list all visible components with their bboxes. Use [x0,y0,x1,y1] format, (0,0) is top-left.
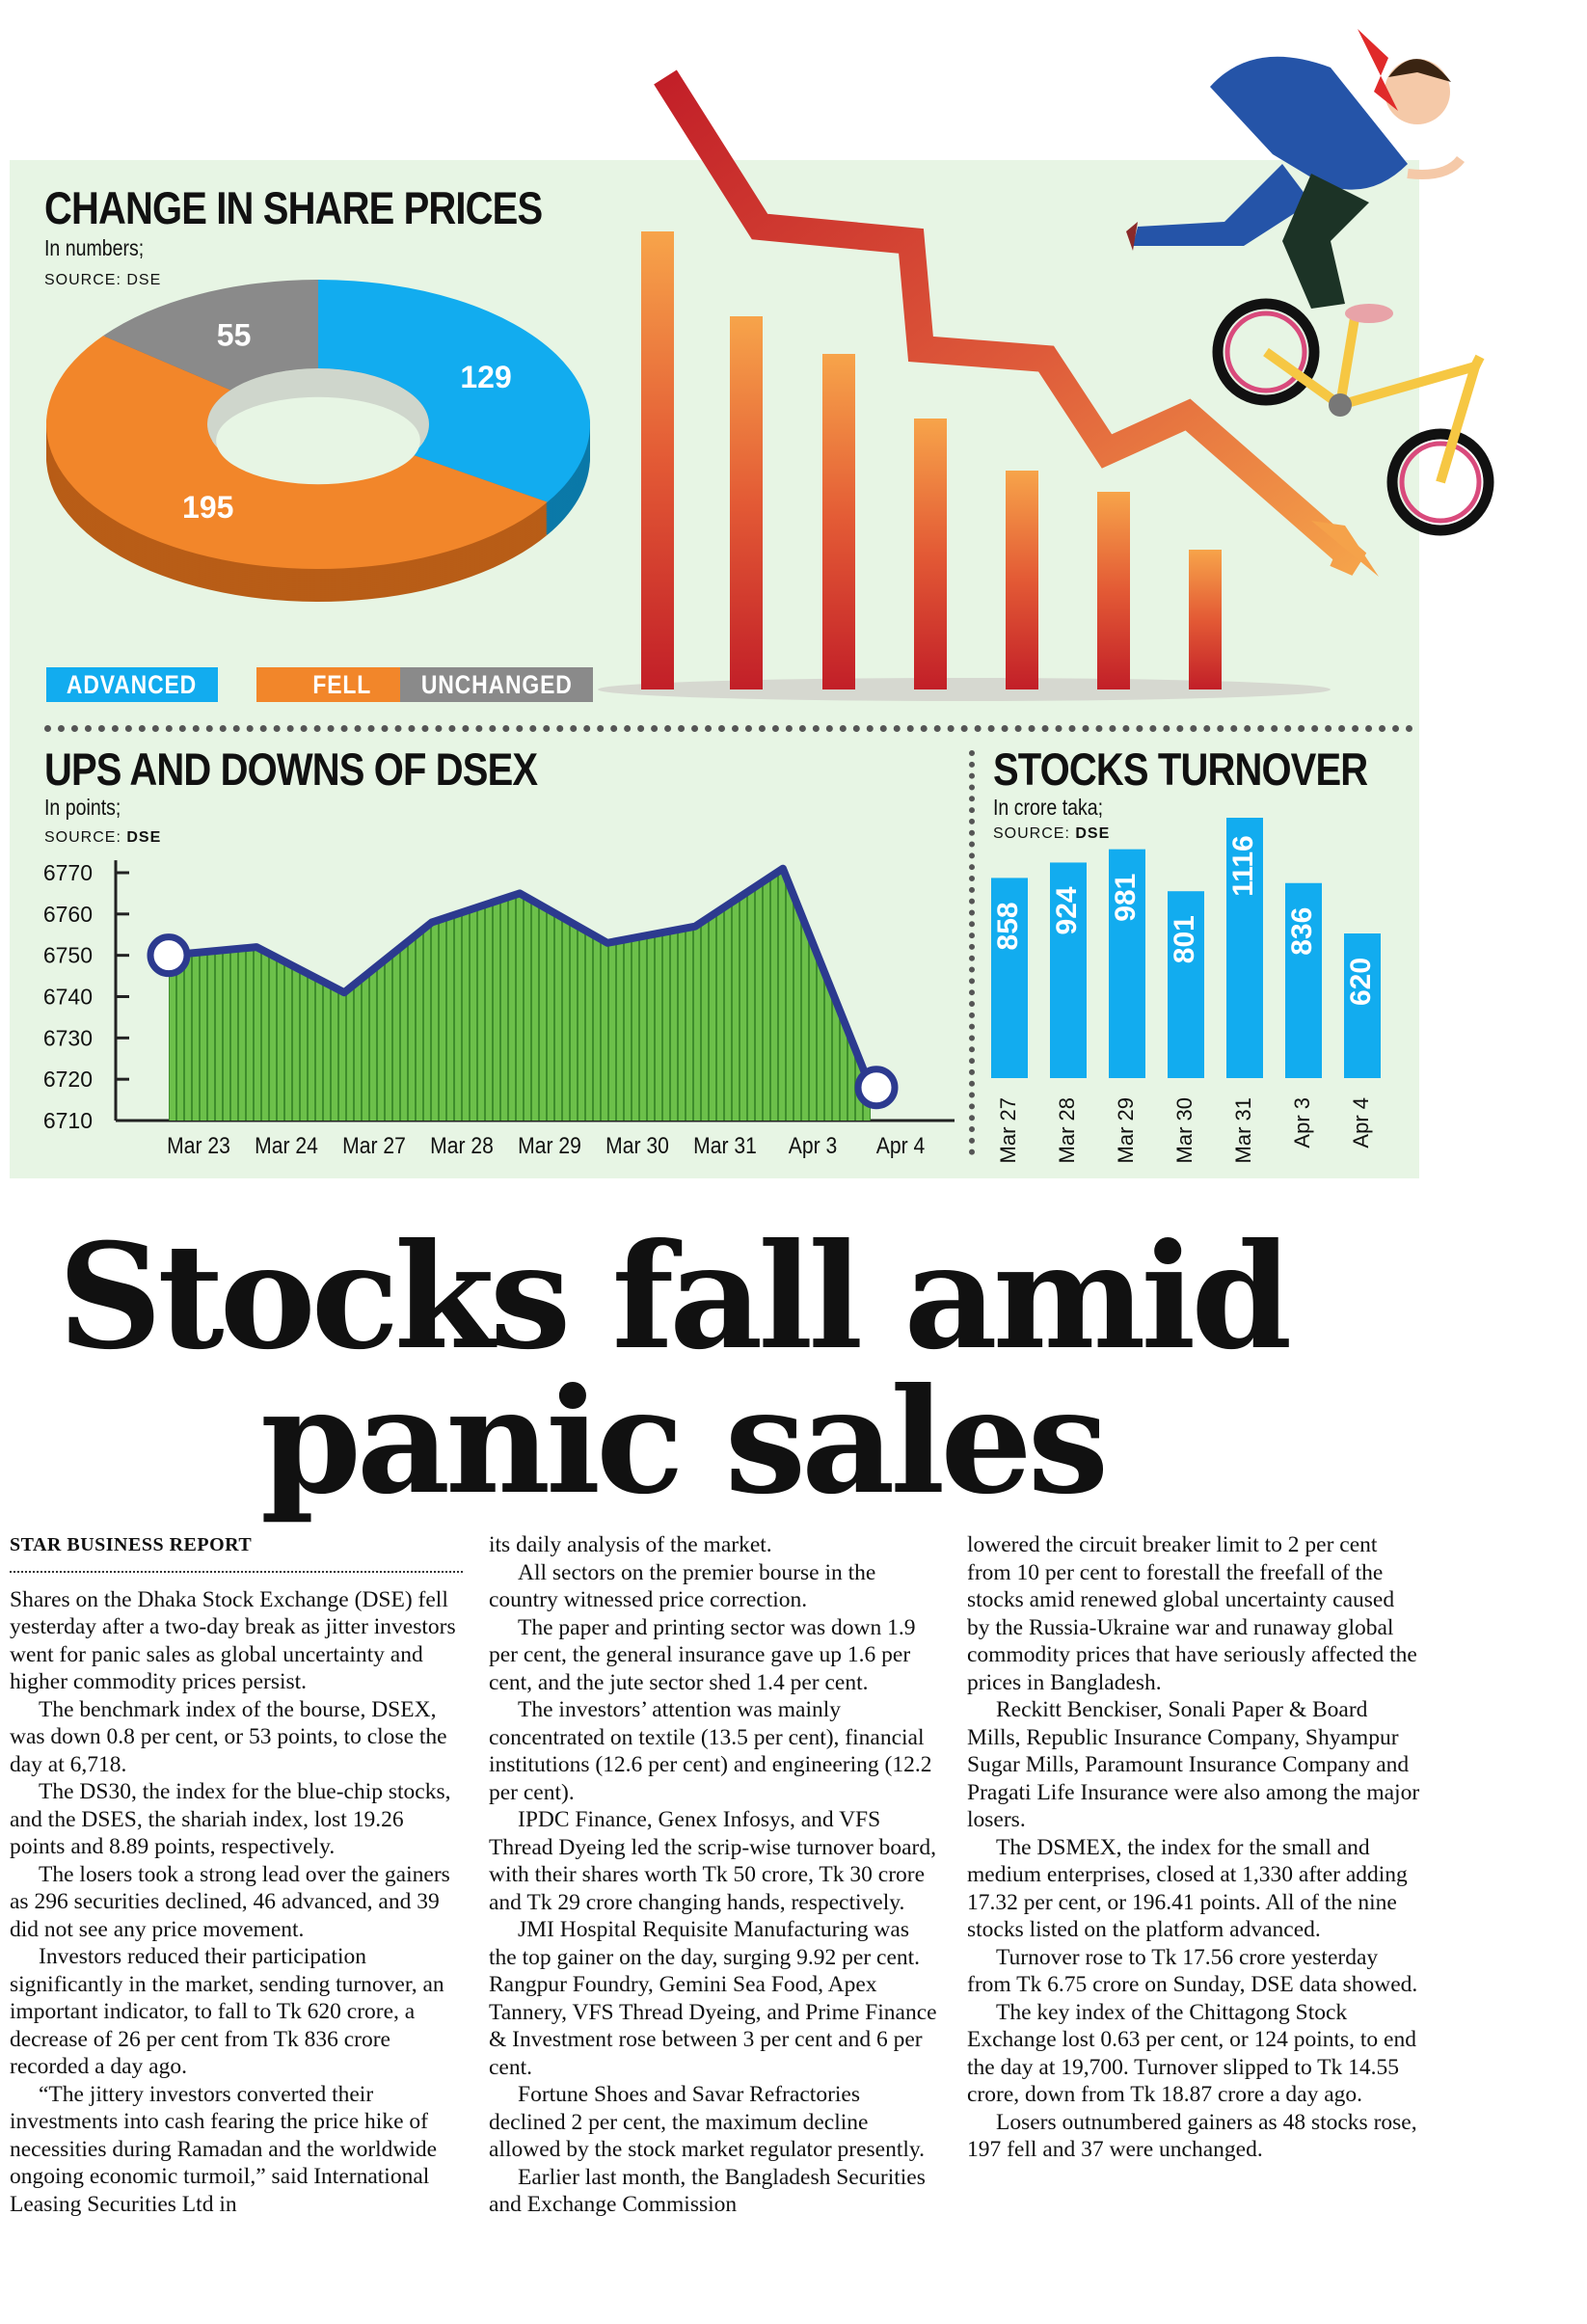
headline-line-2: panic sales [260,1357,1105,1527]
dsex-area [169,869,871,1121]
dsex-x-tick-label: Apr 4 [875,1132,926,1159]
article-paragraph: The DSMEX, the index for the small and medium enterprises, closed at 1,330 after adding 17.32 per cent, or 196.41 points. All of the nine stocks listed on the platform advanced. [967,1834,1408,1942]
dsex-y-tick-label: 6730 [42,1025,93,1051]
article-paragraph: The benchmark index of the bourse, DSEX, was down 0.8 per cent, or 53 points, to close the day at 6,718. [10,1696,447,1777]
turnover-x-tick-label: Mar 31 [1230,1097,1255,1164]
share-prices-donut-chart [39,280,636,665]
deco-bar [914,419,947,689]
turnover-value-label: 858 [991,902,1024,951]
share-prices-subtitle: In numbers; [44,235,145,260]
article-paragraph: The losers took a strong lead over the gainers as 296 securities declined, 46 advanced, and 39 did not see any price movement. [10,1861,450,1942]
headline [58,1212,1408,1527]
turnover-x-tick-label: Mar 28 [1054,1097,1079,1164]
article-paragraph: Reckitt Benckiser, Sonali Paper & Board Mills, Republic Insurance Company, Shyampur Sugar Mills, Paramount Insurance Company and Pragati Life Insurance were also among the major losers. [967,1697,1420,1832]
turnover-title: STOCKS TURNOVER [993,743,1368,795]
dsex-y-tick-label: 6720 [42,1067,93,1093]
deco-bar [1189,550,1222,689]
section-divider [44,725,1413,732]
headline-line-1: Stocks fall amid [58,1212,1288,1382]
article-paragraph: Shares on the Dhaka Stock Exchange (DSE) fell yesterday after a two-day break as jitter investors went for panic sales as global uncertainty and higher commodity prices persist. [10,1586,456,1694]
dsex-x-tick-label: Mar 31 [693,1132,757,1159]
cyclist-icon [1126,29,1489,530]
legend-advanced: ADVANCED [46,667,218,702]
share-prices-title: CHANGE IN SHARE PRICES [44,182,543,233]
donut-label-advanced: 129 [460,360,512,395]
legend-fell: FELL [256,667,428,702]
turnover-x-tick-label: Apr 4 [1348,1097,1373,1148]
legend-unchanged: UNCHANGED [400,667,593,702]
article-paragraph: JMI Hospital Requisite Manufacturing was the top gainer on the day, surging 9.92 per cent. Rangpur Foundry, Gemini Sea Food, Apex Tannery, VFS Thread Dyeing, and Prime Finance & Investment rose between 3 per cent and 6 per cent. [489,1917,937,2080]
dsex-y-tick-label: 6770 [42,860,93,885]
turnover-value-label: 620 [1344,957,1377,1007]
article-paragraph: Investors reduced their participation significantly in the market, sending turnover, an important indicator, to fall to Tk 620 crore, a decrease of 26 per cent from Tk 836 crore recorded a day ago. [10,1944,444,2079]
article-paragraph: The DS30, the index for the blue-chip stocks, and the DSES, the shariah index, lost 19.26 points and 8.89 points, respectively. [10,1779,451,1859]
article-paragraph: IPDC Finance, Genex Infosys, and VFS Thread Dyeing led the scrip-wise turnover board, with their shares worth Tk 50 crore, Tk 30 crore and Tk 29 crore changing hands, respectively. [489,1807,936,1915]
dsex-point [150,937,187,974]
article-paragraph: its daily analysis of the market. [489,1532,772,1557]
article-column-2 [489,1531,942,2219]
article-paragraph: Turnover rose to Tk 17.56 crore yesterday from Tk 6.75 crore on Sunday, DSE data showed. [967,1944,1418,1997]
dsex-x-tick-label: Mar 24 [255,1132,318,1159]
dsex-x-tick-label: Apr 3 [788,1132,838,1159]
article-paragraph: The key index of the Chittagong Stock Exchange lost 0.63 per cent, or 124 points, to end the day at 19,700. Turnover slipped to Tk 14.55 crore, down from Tk 18.87 crore a day ago. [967,1999,1416,2107]
deco-bar [641,231,674,689]
article-paragraph: The paper and printing sector was down 1.9 per cent, the general insurance gave up 1.6 per cent, and the jute sector shed 1.4 per cent. [489,1614,916,1695]
turnover-value-label: 836 [1285,906,1318,956]
turnover-subtitle: In crore taka; [993,795,1104,820]
dsex-subtitle: In points; [44,795,121,820]
deco-bar [822,354,855,689]
dsex-title: UPS AND DOWNS OF DSEX [44,743,538,795]
turnover-x-tick-label: Mar 27 [995,1097,1020,1164]
dsex-y-tick-label: 6740 [42,984,93,1010]
byline: STAR BUSINESS REPORT [10,1531,463,1573]
article-paragraph: Earlier last month, the Bangladesh Securities and Exchange Commission [489,2164,926,2217]
article-column-3 [967,1531,1420,2164]
dsex-x-tick-label: Mar 28 [430,1132,494,1159]
dsex-y-tick-label: 6750 [42,942,93,968]
dsex-point [858,1069,895,1106]
article-paragraph: The investors’ attention was mainly concentrated on textile (13.5 per cent), financial institutions (12.6 per cent) and engineering (12.2 per cent). [489,1697,932,1805]
deco-bar [730,316,763,689]
turnover-x-tick-label: Mar 29 [1113,1097,1138,1164]
turnover-value-label: 924 [1050,886,1083,935]
dsex-x-tick-label: Mar 23 [167,1132,230,1159]
dsex-x-tick-label: Mar 29 [518,1132,581,1159]
turnover-bar-chart [974,810,1427,1176]
turnover-value-label: 981 [1109,873,1142,922]
dsex-x-tick-label: Mar 30 [605,1132,669,1159]
dsex-x-tick-label: Mar 27 [342,1132,406,1159]
donut-label-fell: 195 [182,490,234,526]
turnover-source: SOURCE: DSE [993,825,1111,842]
turnover-value-label: 801 [1168,915,1200,964]
article-paragraph: lowered the circuit breaker limit to 2 per cent from 10 per cent to forestall the freefall of the stocks amid renewed global uncertainty caused by the Russia-Ukraine war and runaway global commodity prices that have seriously affected the prices in Bangladesh. [967,1532,1417,1695]
turnover-x-tick-label: Mar 30 [1171,1097,1197,1164]
article-paragraph: “The jittery investors converted their investments into cash fearing the price hike of necessities during Ramadan and the worldwide ongoing economic turmoil,” said International Leasing Securities Ltd in [10,2081,438,2217]
donut-label-unchanged: 55 [216,317,252,353]
dsex-y-tick-label: 6710 [42,1108,93,1133]
dsex-y-tick-label: 6760 [42,901,93,927]
share-prices-source: SOURCE: DSE [44,272,162,288]
article-paragraph: Fortune Shoes and Savar Refractories declined 2 per cent, the maximum decline allowed by the stock market regulator presently. [489,2082,926,2162]
turnover-x-tick-label: Apr 3 [1289,1097,1314,1148]
turnover-value-label: 1116 [1226,835,1259,897]
article-paragraph: All sectors on the premier bourse in the country witnessed price correction. [489,1559,876,1612]
article-paragraph: Losers outnumbered gainers as 48 stocks rose, 197 fell and 37 were unchanged. [967,2109,1417,2162]
dsex-line-chart [0,839,964,1167]
deco-bar [1006,471,1038,689]
deco-bar [1097,492,1130,689]
dsex-source: SOURCE: DSE [44,829,162,846]
article-column-1 [10,1531,463,2218]
